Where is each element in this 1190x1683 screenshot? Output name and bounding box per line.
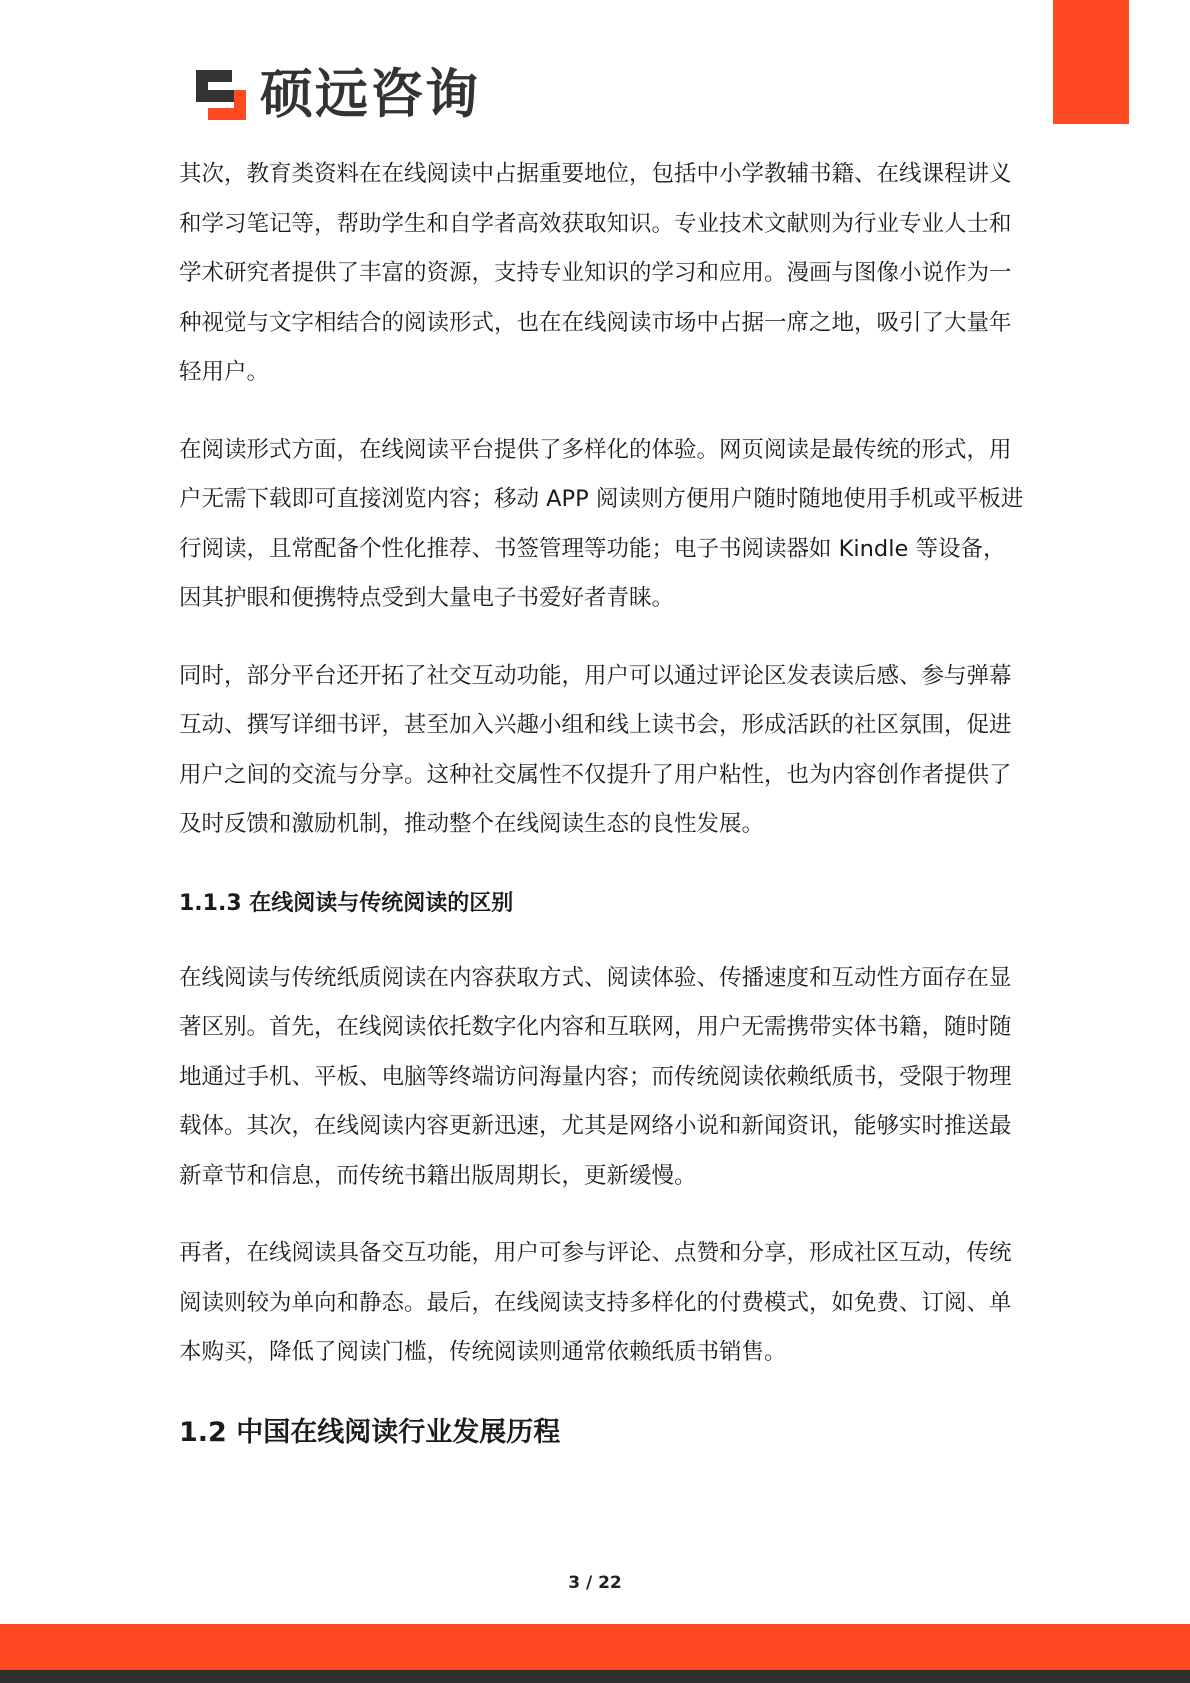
document-body (179, 150, 1024, 1460)
paragraph-social-features: 同时，部分平台还开拓了社交互动功能，用户可以通过评论区发表读后感、参与弹幕互动、撰写详细书评，甚至加入兴趣小组和线上读书会，形成活跃的社区氛围，促进用户之间的交流与分享。这种社交属性不仅提升了用户粘性，也为内容创作者提供了及时反馈和激励机制，推动整个在线阅读生态的良性发展。 (179, 662, 1012, 837)
paragraph-reading-forms: 在阅读形式方面，在线阅读平台提供了多样化的体验。网页阅读是最传统的形式，用户无需下载即可直接浏览内容；移动 APP 阅读则方便用户随时随地使用手机或平板进行阅读，且常配备个性化推荐、书签管理等功能；电子书阅读器如 Kindle 等设备，因其护眼和便携特点受到大量电子书爱好者青睐。 (179, 436, 1024, 611)
page-number: 3 / 22 (568, 1573, 622, 1593)
paragraph-interaction-payment: 再者，在线阅读具备交互功能，用户可参与评论、点赞和分享，形成社区互动，传统阅读则较为单向和静态。最后，在线阅读支持多样化的付费模式，如免费、订阅、单本购买，降低了阅读门槛，传统阅读则通常依赖纸质书销售。 (179, 1240, 1012, 1365)
paragraph-content-types: 其次，教育类资料在在线阅读中占据重要地位，包括中小学教辅书籍、在线课程讲义和学习笔记等，帮助学生和自学者高效获取知识。专业技术文献则为行业专业人士和学术研究者提供了丰富的资源，支持专业知识的学习和应用。漫画与图像小说作为一种视觉与文字相结合的阅读形式，也在在线阅读市场中占据一席之地，吸引了大量年轻用户。 (179, 161, 1012, 385)
company-logo (194, 64, 480, 125)
logo-text: 硕远咨询 (260, 64, 480, 125)
subsection-heading: 1.1.3 在线阅读与传统阅读的区别 (179, 890, 514, 916)
section-heading: 1.2 中国在线阅读行业发展历程 (179, 1416, 561, 1448)
paragraph-differences: 在线阅读与传统纸质阅读在内容获取方式、阅读体验、传播速度和互动性方面存在显著区别。首先，在线阅读依托数字化内容和互联网，用户无需携带实体书籍，随时随地通过手机、平板、电脑等终端访问海量内容；而传统阅读依赖纸质书，受限于物理载体。其次，在线阅读内容更新迅速，尤其是网络小说和新闻资讯，能够实时推送最新章节和信息，而传统书籍出版周期长，更新缓慢。 (179, 964, 1012, 1189)
corner-accent-tab (1053, 0, 1129, 124)
footer-accent-bar (0, 1624, 1190, 1670)
footer-dark-strip (0, 1670, 1190, 1683)
shuoyuan-logo-icon (194, 68, 248, 122)
